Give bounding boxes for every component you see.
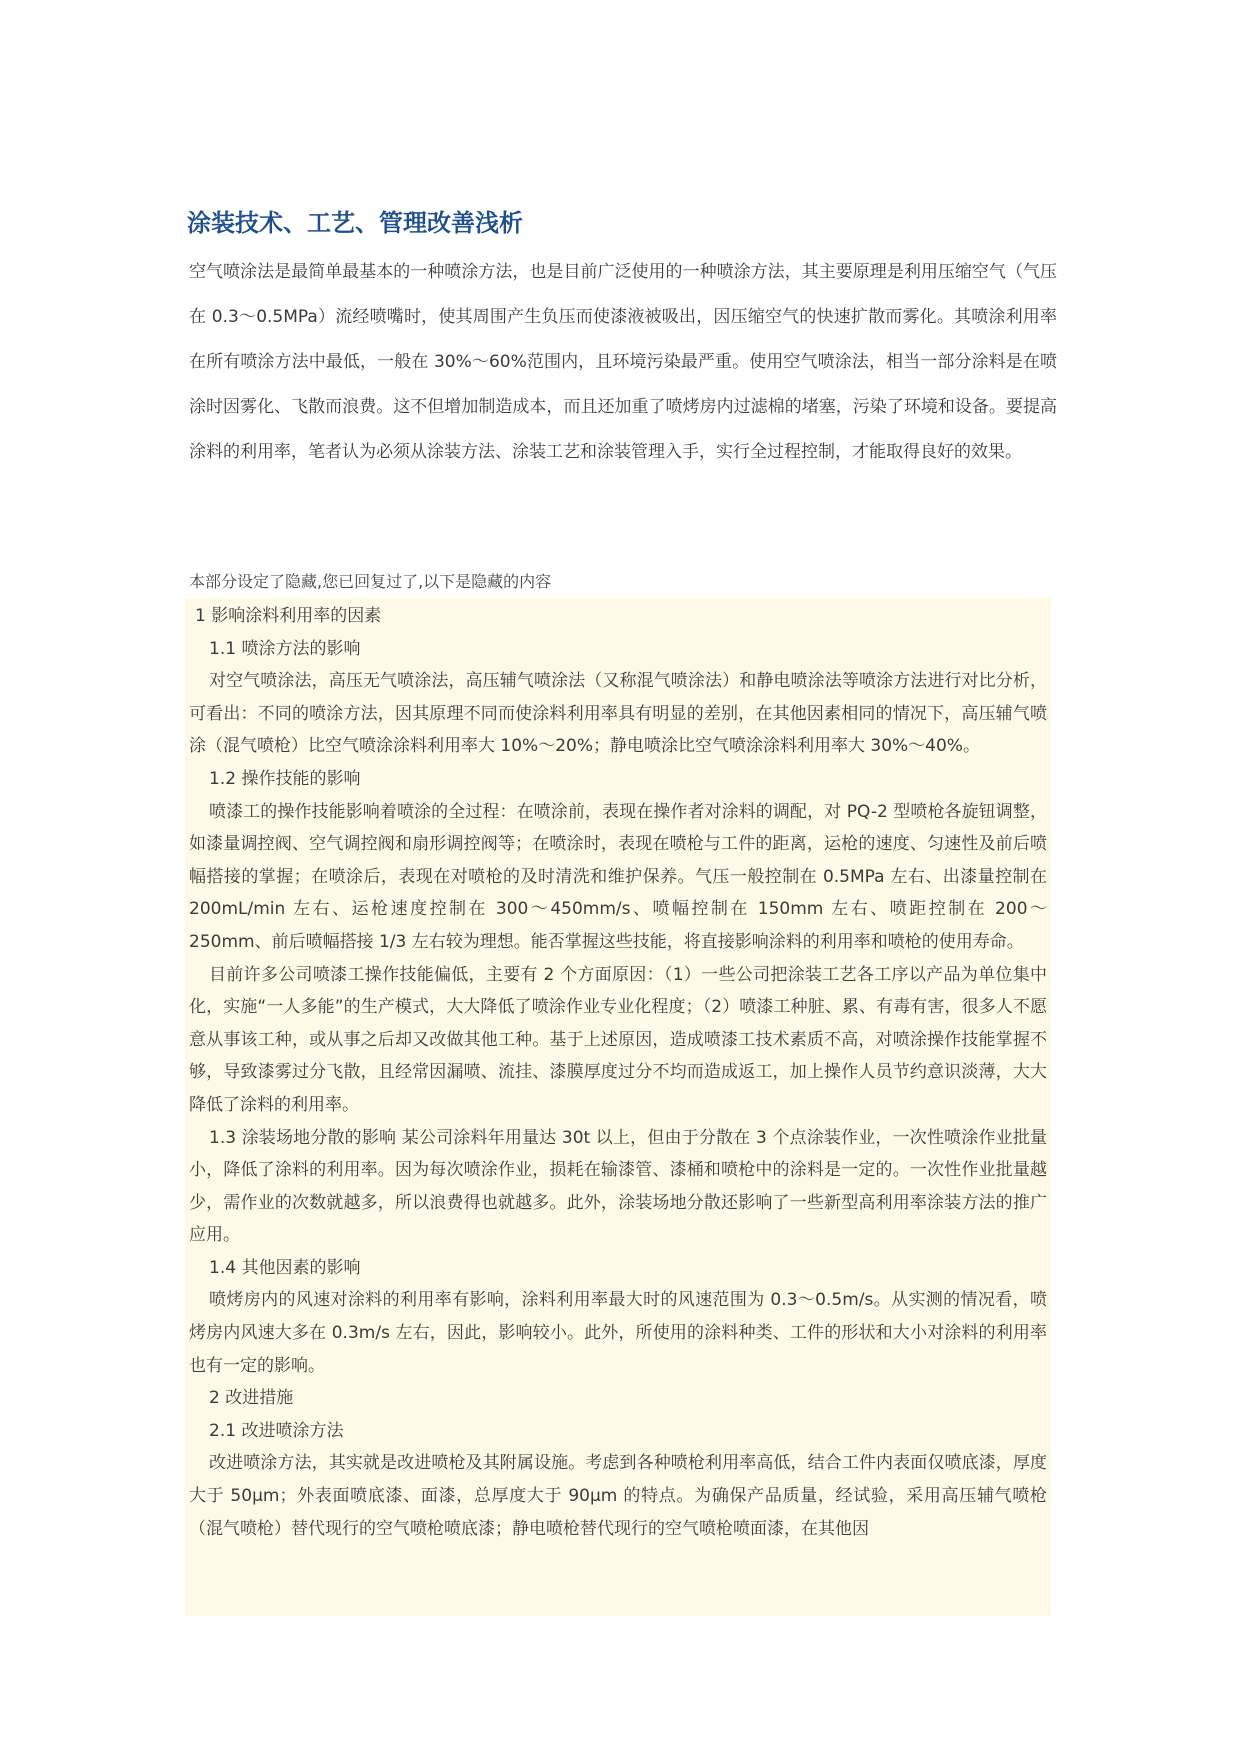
- intro-section: [189, 250, 1057, 475]
- content-paragraph: 喷漆工的操作技能影响着喷涂的全过程：在喷涂前，表现在操作者对涂料的调配，对 PQ-2 型喷枪各旋钮调整，如漆量调控阀、空气调控阀和扇形调控阀等；在喷涂时，表现在喷枪与工件的距离，运枪的速度、匀速性及前后喷幅搭接的掌握；在喷涂后，表现在对喷枪的及时清洗和维护保养。气压一般控制在 0.5MPa 左右、出漆量控制在 200mL/min 左右、运枪速度控制在 300～450mm/s、喷幅控制在 150mm 左右、喷距控制在 200～250mm、前后喷幅搭接 1/3 左右较为理想。能否掌握这些技能，将直接影响涂料的利用率和喷枪的使用寿命。: [189, 801, 1047, 952]
- section-heading: 1.1 喷涂方法的影响: [209, 638, 361, 659]
- content-paragraph: 喷烤房内的风速对涂料的利用率有影响，涂料利用率最大时的风速范围为 0.3～0.5m/s。从实测的情况看，喷烤房内风速大多在 0.3m/s 左右，因此，影响较小。此外，所使用的涂料种类、工件的形状和大小对涂料的利用率也有一定的影响。: [189, 1290, 1047, 1376]
- section-heading: 1.2 操作技能的影响: [209, 768, 361, 789]
- intro-paragraph: 空气喷涂法是最简单最基本的一种喷涂方法，也是目前广泛使用的一种喷涂方法，其主要原理是利用压缩空气（气压在 0.3～0.5MPa）流经喷嘴时，使其周围产生负压而使漆液被吸出，因压缩空气的快速扩散而雾化。其喷涂利用率在所有喷涂方法中最低，一般在 30%～60%范围内，且环境污染最严重。使用空气喷涂法，相当一部分涂料是在喷涂时因雾化、飞散而浪费。这不但增加制造成本，而且还加重了喷烤房内过滤棉的堵塞，污染了环境和设备。要提高涂料的利用率，笔者认为必须从涂装方法、涂装工艺和涂装管理入手，实行全过程控制，才能取得良好的效果。: [189, 262, 1057, 462]
- section-heading: 2.1 改进喷涂方法: [209, 1420, 344, 1441]
- hidden-content-box: [185, 598, 1051, 1616]
- article-title: 涂装技术、工艺、管理改善浅析: [187, 209, 523, 237]
- content-paragraph: 改进喷涂方法，其实就是改进喷枪及其附属设施。考虑到各种喷枪利用率高低，结合工件内表面仅喷底漆，厚度大于 50μm；外表面喷底漆、面漆，总厚度大于 90μm 的特点。为确保产品质量，经试验，采用高压辅气喷枪（混气喷枪）替代现行的空气喷枪喷底漆；静电喷枪替代现行的空气喷枪喷面漆，在其他因: [189, 1453, 1047, 1539]
- hidden-content-notice: 本部分设定了隐藏,您已回复过了,以下是隐藏的内容: [189, 572, 552, 591]
- section-heading: 1.4 其他因素的影响: [209, 1257, 361, 1278]
- content-paragraph: 1.3 涂装场地分散的影响 某公司涂料年用量达 30t 以上，但由于分散在 3 个点涂装作业，一次性喷涂作业批量小，降低了涂料的利用率。因为每次喷涂作业，损耗在输漆管、漆桶和喷枪中的涂料是一定的。一次性作业批量越少，需作业的次数就越多，所以浪费得也就越多。此外，涂装场地分散还影响了一些新型高利用率涂装方法的推广应用。: [189, 1127, 1047, 1246]
- content-paragraph: 目前许多公司喷漆工操作技能偏低，主要有 2 个方面原因：（1）一些公司把涂装工艺各工序以产品为单位集中化，实施“一人多能”的生产模式，大大降低了喷涂作业专业化程度；（2）喷漆工种脏、累、有毒有害，很多人不愿意从事该工种，或从事之后却又改做其他工种。基于上述原因，造成喷漆工技术素质不高，对喷涂操作技能掌握不够，导致漆雾过分飞散，且经常因漏喷、流挂、漆膜厚度过分不均而造成返工，加上操作人员节约意识淡薄，大大降低了涂料的利用率。: [189, 964, 1047, 1115]
- content-paragraph: 对空气喷涂法，高压无气喷涂法，高压辅气喷涂法（又称混气喷涂法）和静电喷涂法等喷涂方法进行对比分析，可看出：不同的喷涂方法，因其原理不同而使涂料利用率具有明显的差别，在其他因素相同的情况下，高压辅气喷涂（混气喷枪）比空气喷涂涂料利用率大 10%～20%；静电喷涂比空气喷涂涂料利用率大 30%～40%。: [189, 671, 1047, 757]
- section-heading: 2 改进措施: [209, 1388, 294, 1409]
- section-heading: 1 影响涂料利用率的因素: [195, 606, 382, 626]
